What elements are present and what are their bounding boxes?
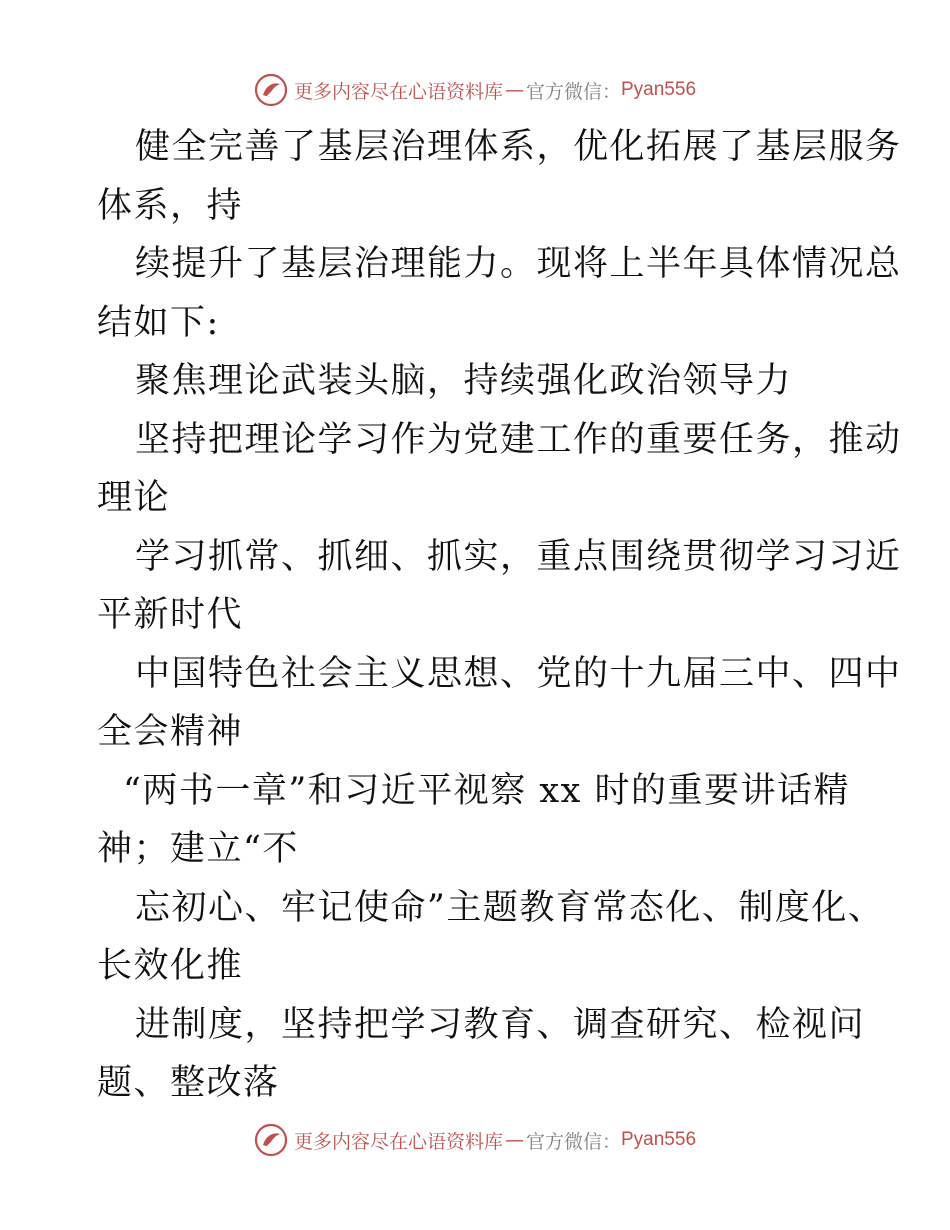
document-body bbox=[97, 118, 902, 1113]
text-line: “两书一章”和习近平视察 xx 时的重要讲话精 bbox=[123, 770, 851, 811]
text-line: 全会精神 bbox=[97, 712, 244, 752]
text-line: 忘初心、牢记使命”主题教育常态化、制度化、 bbox=[135, 887, 885, 928]
footer-watermark bbox=[0, 1120, 950, 1160]
section-heading: 聚焦理论武装头脑，持续强化政治领导力 bbox=[135, 361, 793, 401]
watermark-sub-text: 官方微信： bbox=[525, 1130, 621, 1153]
watermark-id: Pyan556 bbox=[621, 79, 697, 100]
text-line: 理论 bbox=[97, 478, 171, 518]
text-line: 长效化推 bbox=[97, 946, 244, 986]
watermark-main-text: 更多内容尽在心语资料库 bbox=[293, 1130, 503, 1153]
text-line: 平新时代 bbox=[97, 595, 244, 635]
text-line: 健全完善了基层治理体系，优化拓展了基层服务 bbox=[135, 127, 902, 167]
watermark-dash: — bbox=[504, 1129, 524, 1151]
text-line: 结如下: bbox=[97, 302, 220, 343]
text-line: 进制度，坚持把学习教育、调查研究、检视问 bbox=[135, 1004, 866, 1045]
watermark-main-text: 更多内容尽在心语资料库 bbox=[293, 80, 503, 103]
watermark-sub-text: 官方微信： bbox=[525, 80, 621, 103]
text-line: 坚持把理论学习作为党建工作的重要任务，推动 bbox=[135, 419, 902, 460]
watermark-dash: — bbox=[504, 79, 524, 101]
text-line: 中国特色社会主义思想、党的十九届三中、四中 bbox=[135, 653, 902, 694]
watermark-id: Pyan556 bbox=[621, 1129, 697, 1150]
text-line: 续提升了基层治理能力。现将上半年具体情况总 bbox=[135, 244, 902, 284]
logo-icon bbox=[254, 1123, 288, 1157]
text-line: 神；建立“不 bbox=[97, 829, 299, 869]
header-watermark bbox=[0, 70, 950, 110]
text-line: 体系，持 bbox=[97, 185, 244, 226]
text-line: 学习抓常、抓细、抓实，重点围绕贯彻学习习近 bbox=[135, 536, 902, 577]
logo-icon bbox=[254, 73, 288, 107]
text-line: 题、整改落 bbox=[97, 1063, 280, 1103]
